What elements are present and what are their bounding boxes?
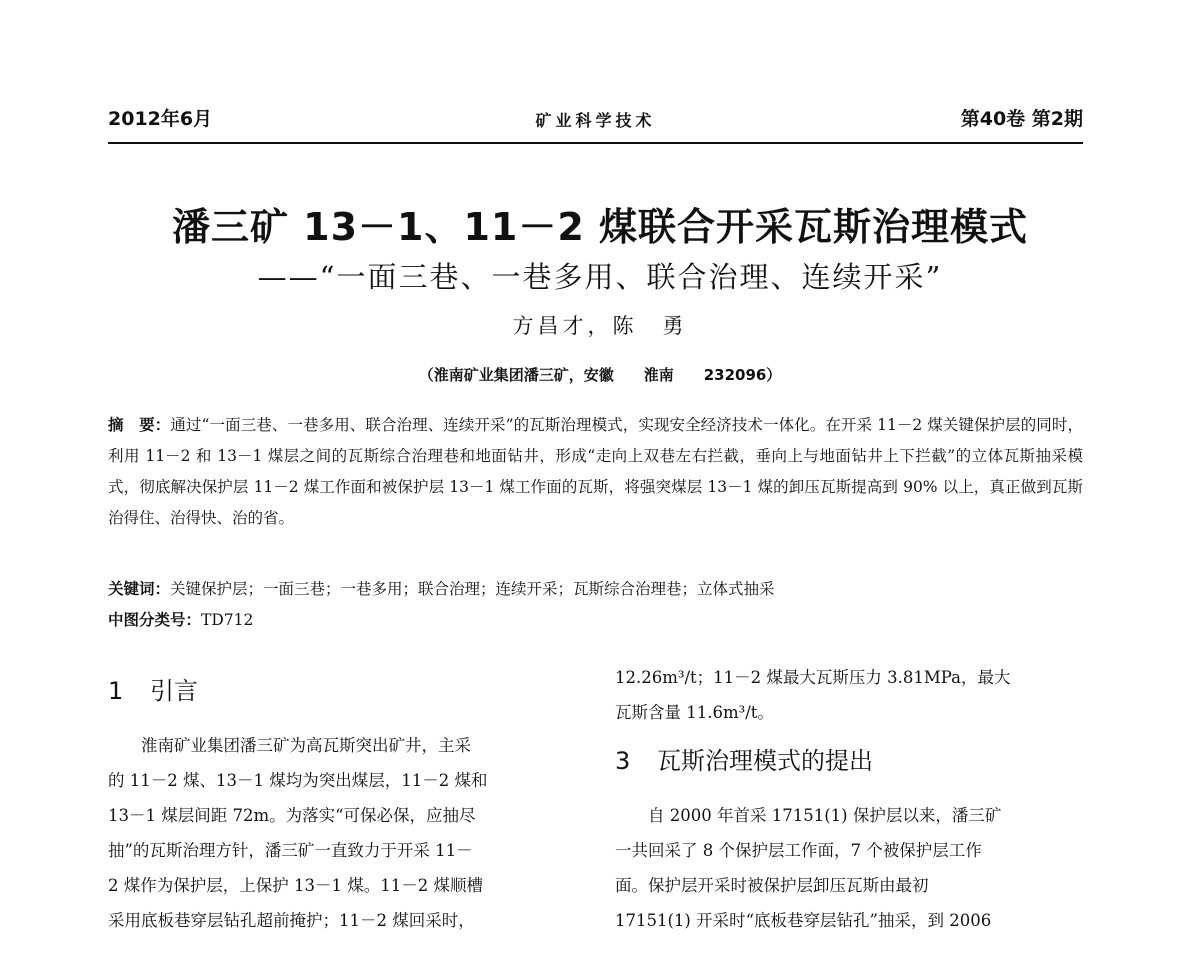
keywords-text: 关键保护层；一面三巷；一巷多用；联合治理；连续开采；瓦斯综合治理巷；立体式抽采: [170, 580, 775, 598]
keywords-label: 关键词：: [108, 580, 171, 598]
body-line: 12.26m³/t；11－2 煤最大瓦斯压力 3.81MPa，最大: [615, 668, 1011, 687]
body-line: 的 11－2 煤、13－1 煤均为突出煤层，11－2 煤和: [108, 771, 488, 790]
body-line: 自 2000 年首采 17151(1) 保护层以来，潘三矿: [648, 806, 1002, 825]
body-line: 2 煤作为保护层，上保护 13－1 煤。11－2 煤顺槽: [108, 876, 483, 895]
abstract-text: 通过“一面三巷、一巷多用、联合治理、连续开采”的瓦斯治理模式，实现安全经济技术一体化。在开采 11－2 煤关键保护层的同时，利用 11－2 和 13－1 煤层之间的瓦斯综合治理巷和地面钻井，形成“走向上双巷左右拦截，垂向上与地面钻井上下拦截”的立体瓦斯抽采模式，彻底解决保护层 11－2 煤工作面和被保护层 13－1 煤工作面的瓦斯，将强突煤层 13－1 煤的卸压瓦斯提高到 90% 以上，真正做到瓦斯治得住、治得快、治的省。: [108, 416, 1083, 527]
section-number: 3: [615, 747, 631, 775]
header-journal-name: 矿业科学技术: [535, 111, 656, 130]
running-header: [108, 102, 1083, 144]
body-line: 一共回采了 8 个保护层工作面，7 个被保护层工作: [615, 841, 982, 860]
header-volume-issue: 第40卷 第2期: [960, 108, 1083, 130]
body-line: 13－1 煤层间距 72m。为落实“可保必保，应抽尽: [108, 806, 476, 825]
paper-title: 潘三矿 13－1、11－2 煤联合开采瓦斯治理模式: [171, 205, 1029, 249]
abstract-label: 摘 要：: [108, 416, 171, 434]
paper-authors: 方昌才，陈 勇: [512, 314, 688, 338]
body-line: 抽”的瓦斯治理方针，潘三矿一直致力于开采 11－: [108, 841, 473, 860]
left-column: [108, 660, 578, 938]
body-line: 淮南矿业集团潘三矿为高瓦斯突出矿井，主采: [141, 736, 471, 755]
keywords: [108, 574, 1083, 605]
header-date: 2012年6月: [108, 108, 213, 130]
body-line: 瓦斯含量 11.6m³/t。: [615, 703, 774, 722]
section-heading-introduction: [108, 670, 578, 712]
paper-affiliation: （淮南矿业集团潘三矿，安徽 淮南 232096）: [418, 366, 782, 384]
section-number: 1: [108, 677, 124, 705]
clc-text: TD712: [201, 611, 254, 629]
classification-number: [108, 605, 1083, 636]
body-line: 面。保护层开采时被保护层卸压瓦斯由最初: [615, 876, 929, 895]
right-column: [615, 660, 1085, 938]
body-line: 17151(1) 开采时“底板巷穿层钻孔”抽采，到 2006: [615, 911, 992, 930]
section-title: 瓦斯治理模式的提出: [657, 747, 873, 775]
clc-label: 中图分类号：: [108, 611, 202, 629]
abstract: [108, 410, 1083, 534]
paper-subtitle: ——“一面三巷、一巷多用、联合治理、连续开采”: [257, 260, 943, 294]
section-heading-gas-control-model: [615, 740, 1085, 782]
body-line: 采用底板巷穿层钻孔超前掩护；11－2 煤回采时，: [108, 911, 475, 930]
section-title: 引言: [150, 677, 198, 705]
